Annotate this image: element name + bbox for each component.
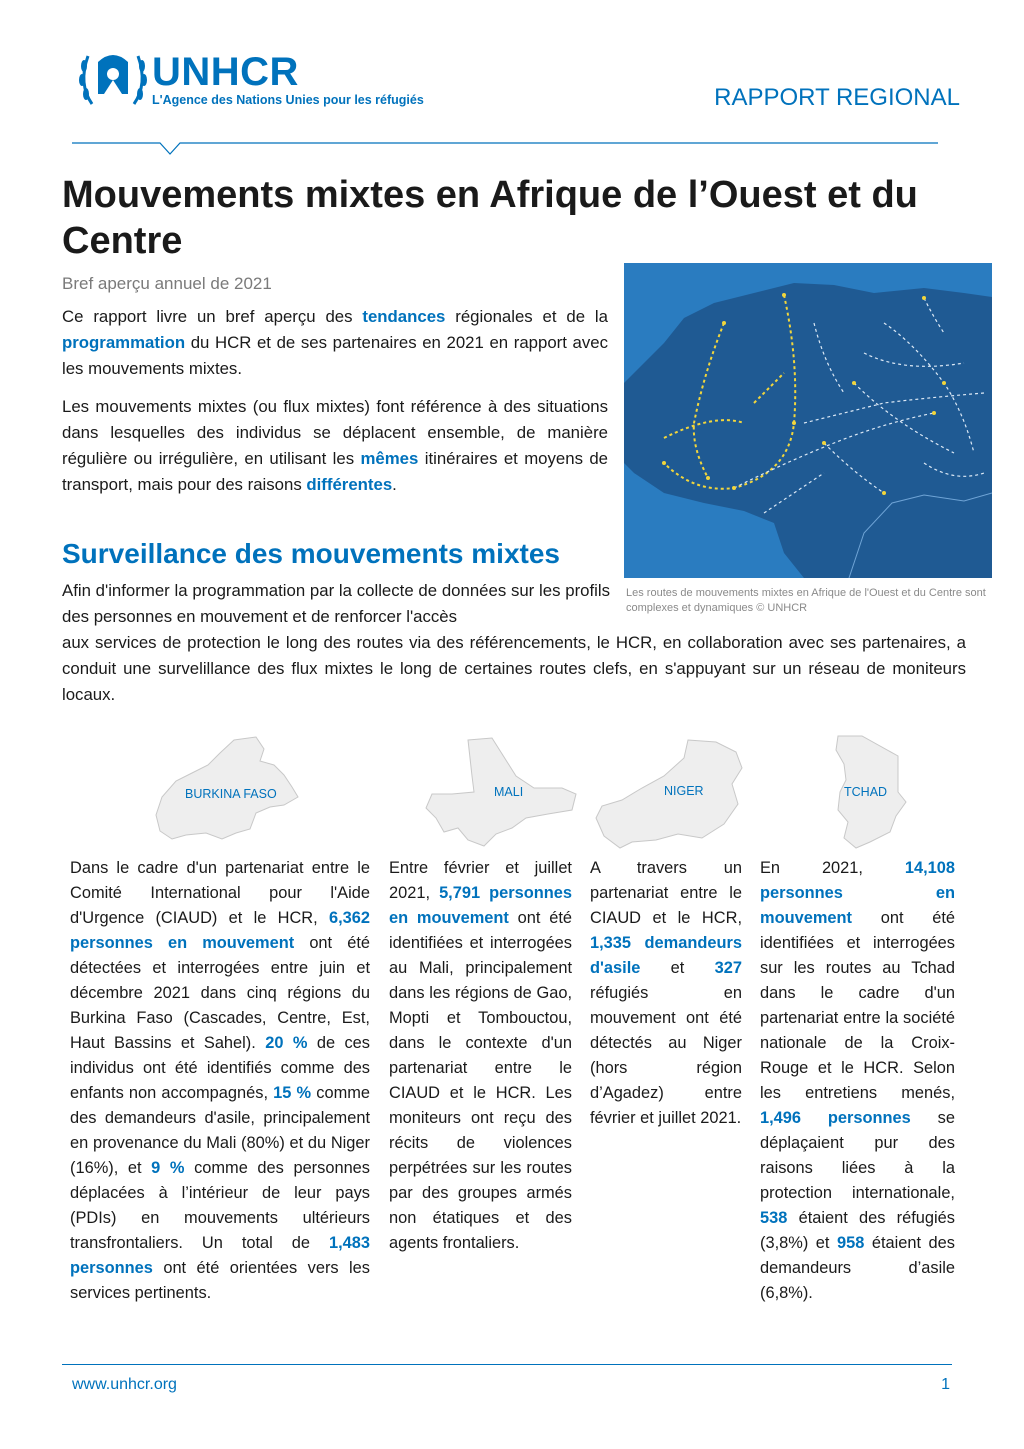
highlight-text: 9 % [151,1159,185,1177]
body-text: itinéraires et moyens de transport, mais pour des raisons [62,449,608,494]
footer-website-link[interactable]: www.unhcr.org [72,1376,177,1393]
logo-tagline: L'Agence des Nations Unies pour les réfugiés [152,93,424,107]
body-text: Dans le cadre d'un partenariat entre le Comité International pour l'Aide d'Urgence (CIAUD) et le HCR, [70,859,370,927]
highlight-text: 1,483 personnes [70,1234,370,1277]
body-text: régionales et de la [445,307,608,326]
highlight-text: 5,791 personnes en mouvement [389,884,572,927]
body-text: se déplaçaient pur des raisons liées à la protection internationale, [760,1109,955,1202]
highlight-text: 20 % [265,1034,308,1052]
body-text: ont été détectées et interrogées entre juin et décembre 2021 dans cinq régions du Burkina Faso (Cascades, Centre, Est, Haut Bassins et Sahel). [70,934,370,1052]
body-text: étaient des demandeurs d’asile (6,8%). [760,1234,955,1302]
burkina-faso-column [70,856,370,1306]
body-text: comme des personnes déplacées à l’intérieur de leur pays (PDIs) en mouvements ultérieurs transfrontaliers. Un total de [70,1159,370,1252]
footer-divider [62,1364,952,1365]
body-text: de ces individus ont été identifiés comme des enfants non accompagnés, [70,1034,370,1102]
page-number: 1 [941,1376,950,1393]
logo-wordmark: UNHCR [152,50,299,94]
header-divider [72,140,938,160]
section-title: Surveillance des mouvements mixtes [62,538,560,569]
niger-column [590,856,742,1131]
highlight-text: 958 [836,1234,865,1252]
highlight-text: programmation [62,333,186,352]
country-label-niger: NIGER [664,784,704,798]
unhcr-laurel-icon [79,55,147,104]
body-text: ont été orientées vers les services pertinents. [70,1259,370,1302]
body-text: A travers un partenariat entre le CIAUD et le HCR, [590,859,742,927]
page-subtitle: Bref aperçu annuel de 2021 [62,274,272,293]
highlight-text: 327 [714,959,742,977]
routes-map [624,263,992,578]
intro-paragraph-2 [62,394,608,498]
body-text: réfugiés en mouvement ont été détectés au Niger (hors région d’Agadez) entre février et juillet 2021. [590,984,742,1127]
highlight-text: mêmes [360,449,419,468]
body-text: du HCR et de ses partenaires en 2021 en rapport avec les mouvements mixtes. [62,333,608,378]
body-text: . [392,475,397,494]
country-label-burkina-faso: BURKINA FASO [185,787,277,801]
highlight-text: tendances [362,307,446,326]
body-text: ont été identifiées et interrogées sur les routes au Tchad dans le cadre d'un partenariat entre la société nationale de la Croix-Rouge et le HCR. Selon les entretiens menés, [760,909,955,1102]
map-caption: Les routes de mouvements mixtes en Afrique de l'Ouest et du Centre sont complexes et dynamiques © UNHCR [626,587,986,614]
body-text: En 2021, [760,859,905,877]
page-title: Mouvements mixtes en Afrique de l’Ouest et du Centre [62,174,918,262]
country-label-mali: MALI [494,785,524,799]
country-label-tchad: TCHAD [844,785,888,799]
body-text: comme des demandeurs d'asile, principalement en provenance du Mali (80%) et du Niger (16%), et [70,1084,370,1177]
body-text: Ce rapport livre un bref aperçu des [62,307,363,326]
report-type-label: RAPPORT REGIONAL [714,84,960,111]
body-text: étaient des réfugiés (3,8%) et [760,1209,955,1252]
highlight-text: 15 % [273,1084,312,1102]
body-text: Entre février et juillet 2021, [389,859,572,902]
highlight-text: 6,362 personnes en mouvement [70,909,370,952]
highlight-text: 1,335 demandeurs d'asile [590,934,742,977]
body-text: ont été identifiées et interrogées au Mali, principalement dans les régions de Gao, Mopti et Tombouctou, dans le contexte d'un partenariat entre le CIAUD et le HCR. Les moniteurs ont reçu des récits de violences perpétrées sur les routes par des groupes armés non étatiques et des agents frontaliers. [389,909,572,1252]
body-text: Les mouvements mixtes (ou flux mixtes) font référence à des situations dans lesquelles des individus se déplacent ensemble, de manière régulière ou irrégulière, en utilisant les [62,397,608,468]
surveillance-paragraph-part-2: aux services de protection le long des routes via des référencements, le HCR, en collaboration avec ses partenaires, a conduit une survelillance des flux mixtes le long de certaines routes clefs, en s'appuyant sur un réseau de moniteurs locaux. [62,633,966,704]
surveillance-paragraph-part-1: Afin d'informer la programmation par la collecte de données sur les profils des personnes en mouvement et de renforcer l'accès [62,581,610,626]
intro-paragraph-1 [62,304,608,382]
highlight-text: 538 [760,1209,788,1227]
body-text: et [640,959,715,977]
tchad-column [760,856,955,1306]
highlight-text: 14,108 personnes en mouvement [760,859,955,927]
mali-column [389,856,572,1256]
highlight-text: différentes [306,475,393,494]
highlight-text: 1,496 personnes [760,1109,911,1127]
